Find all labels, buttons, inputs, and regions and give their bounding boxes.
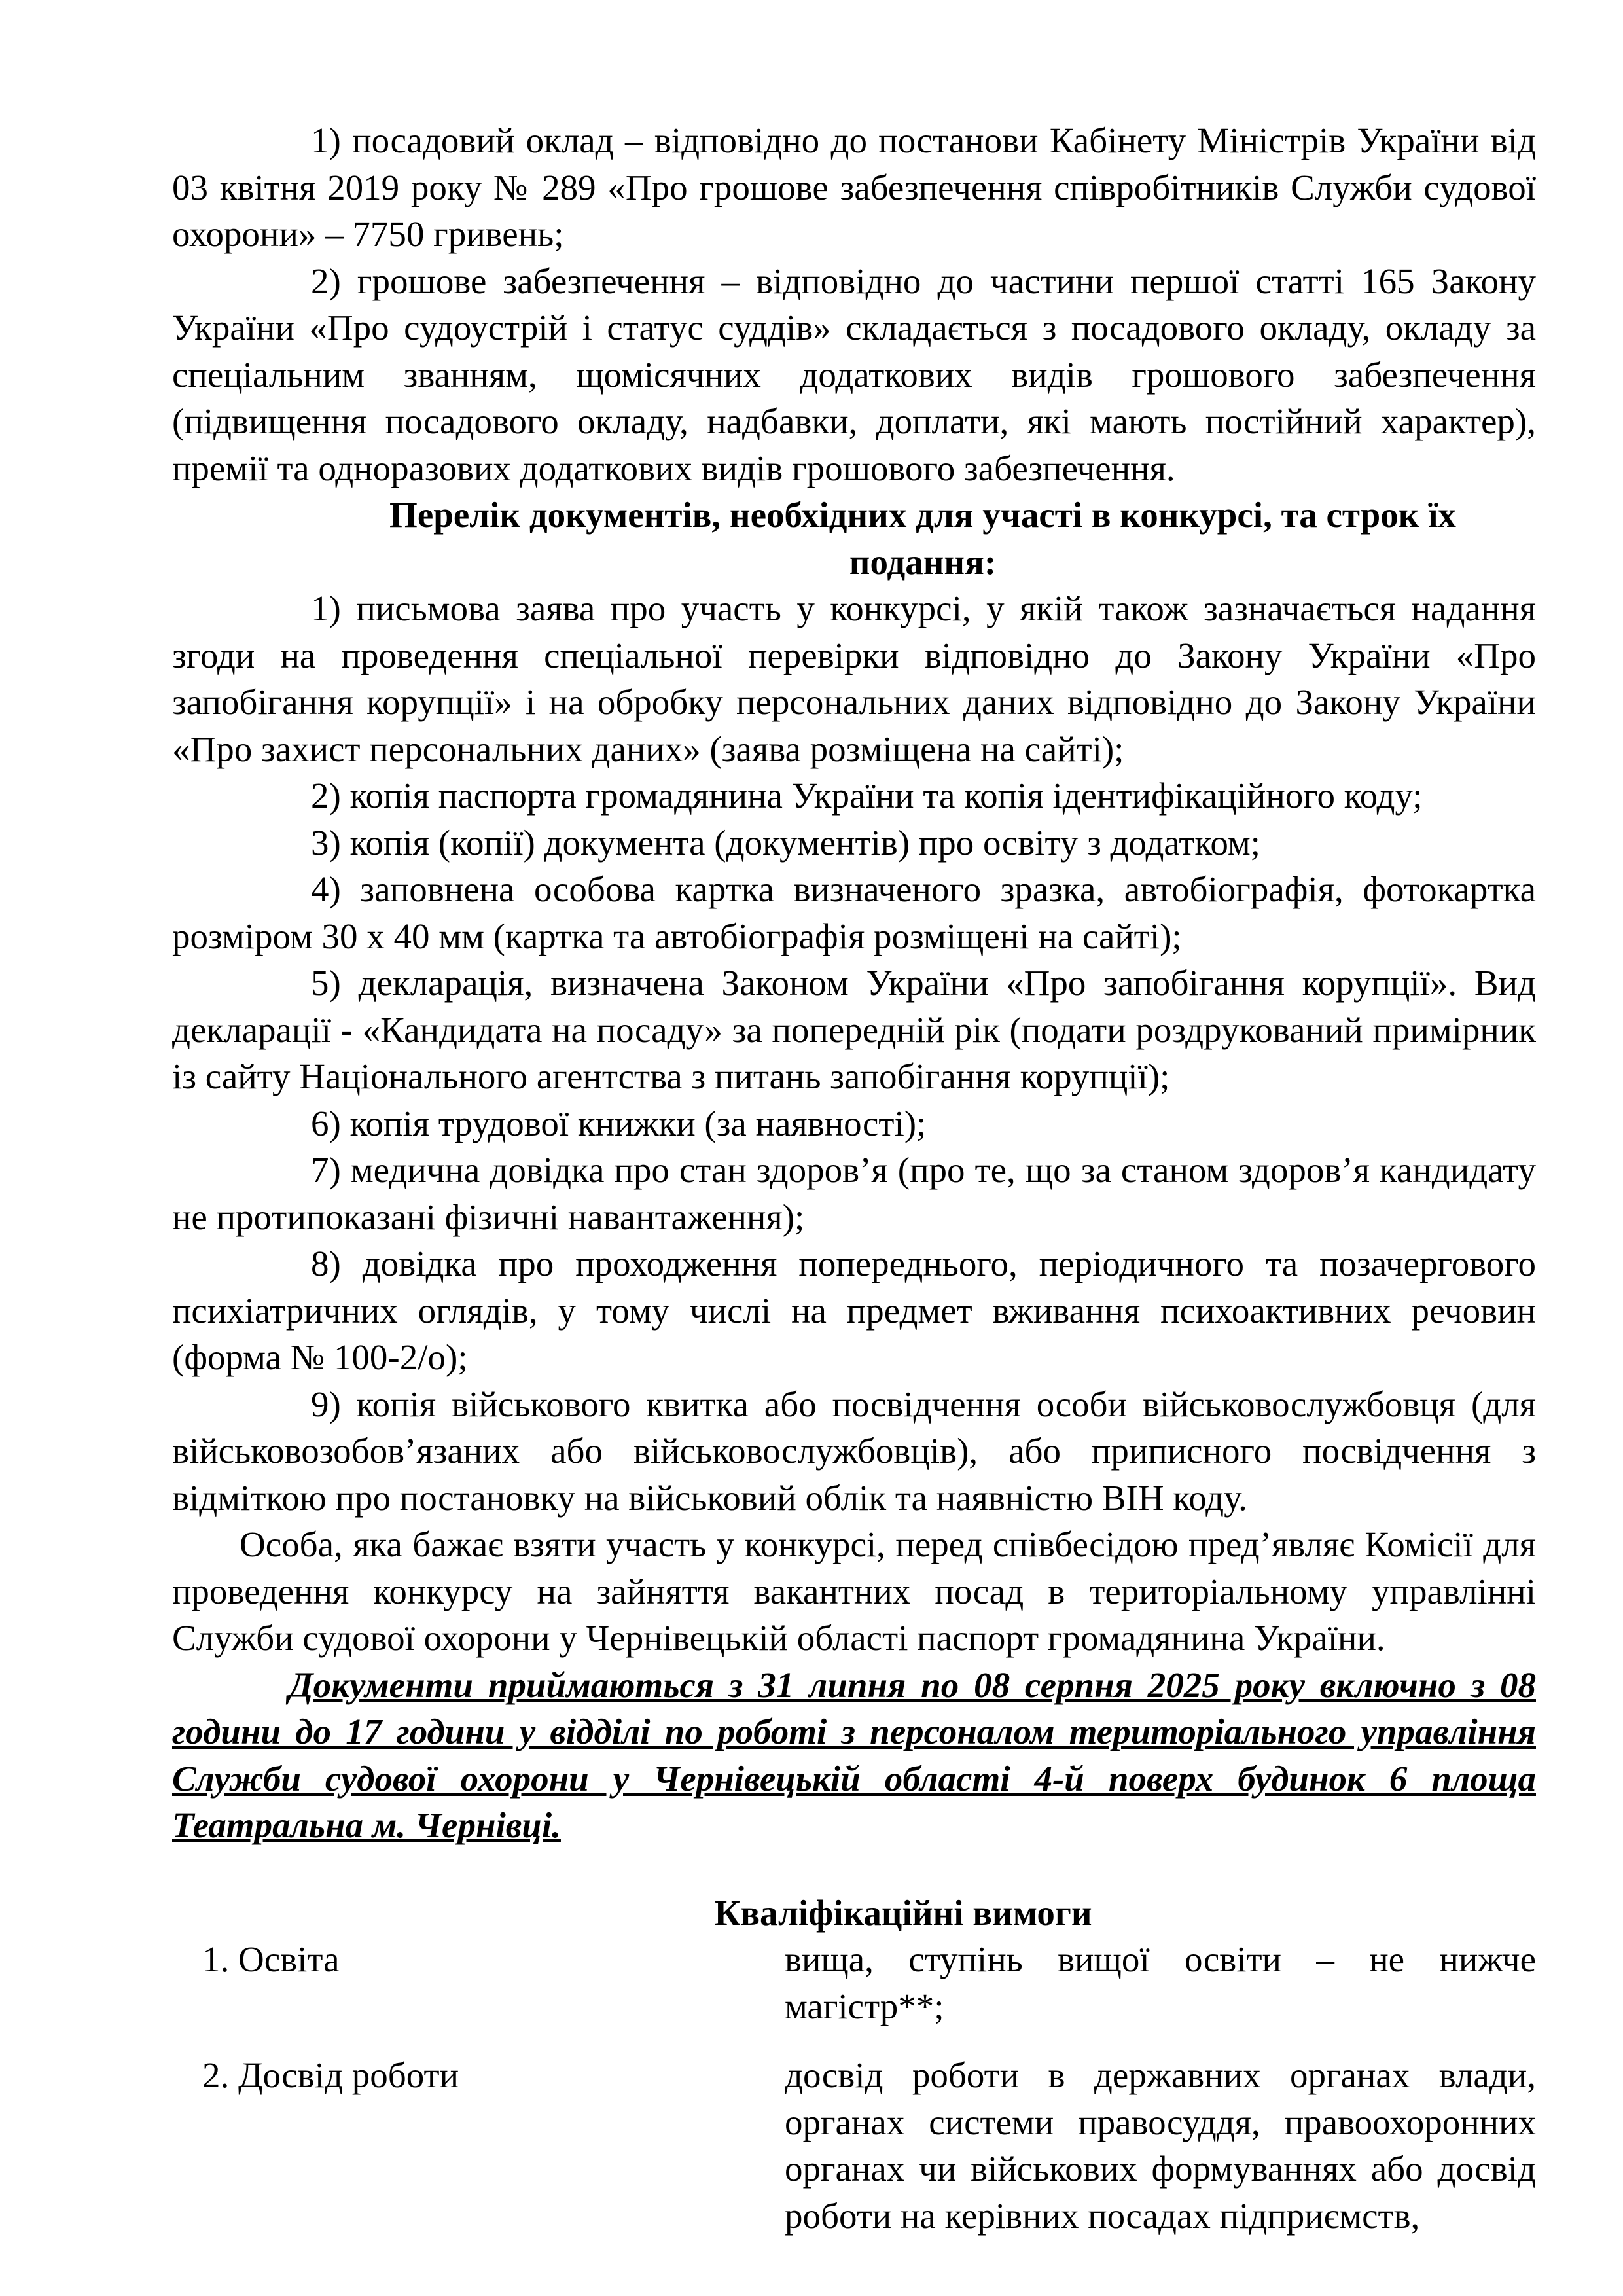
qualifications-table	[172, 1936, 1536, 2239]
document-item-6: 6) копія трудової книжки (за наявності);	[311, 1103, 927, 1143]
document-item-5: 5) декларація, визначена Законом України «Про запобігання корупції». Вид декларації - «Кандидата на посаду» за попередній рік (подати роздрукований примірник із сайту Національного агентства з питань запобігання корупції);	[172, 963, 1536, 1096]
document-item-7: 7) медична довідка про стан здоров’я (про те, що за станом здоров’я кандидату не протипоказані фізичні навантаження);	[172, 1150, 1536, 1237]
qualifications-title: Кваліфікаційні вимоги	[714, 1892, 1092, 1933]
document-item-1: 1) письмова заява про участь у конкурсі, у якій також зазначається надання згоди на проведення спеціальної перевірки відповідно до Закону України «Про запобігання корупції» і на обробку персональних даних відповідно до Закону України «Про захист персональних даних» (заява розміщена на сайті);	[172, 588, 1536, 769]
document-body	[172, 117, 1536, 2239]
salary-item-1: 1) посадовий оклад – відповідно до постанови Кабінету Міністрів України від 03 квітня 2019 року № 289 «Про грошове забезпечення співробітників Служби судової охорони» – 7750 гривень;	[172, 120, 1536, 254]
qualification-value-education: вища, ступінь вищої освіти – не нижче магістр**;	[785, 1939, 1536, 2026]
document-item-8: 8) довідка про проходження попереднього, періодичного та позачергового психіатричних оглядів, у тому числі на предмет вживання психоактивних речовин (форма № 100-2/о);	[172, 1244, 1536, 1377]
deadline-notice: Документи приймаються з 31 липня по 08 серпня 2025 року включно з 08 години до 17 години у відділі по роботі з персоналом територіального управління Служби судової охорони у Чернівецькій області 4-й поверх будинок 6 площа Театральна м. Чернівці.	[172, 1664, 1536, 1845]
document-item-2: 2) копія паспорта громадянина України та копія ідентифікаційного коду;	[311, 776, 1423, 816]
passport-note: Особа, яка бажає взяти участь у конкурсі, перед співбесідою пред’являє Комісії для проведення конкурсу на зайняття вакантних посад в територіальному управлінні Служби судової охорони у Чернівецькій області паспорт громадянина України.	[172, 1524, 1536, 1658]
document-item-9: 9) копія військового квитка або посвідчення особи військовослужбовця (для військовозобов’язаних або військовослужбовців), або приписного посвідчення з відміткою про постановку на військовий облік та наявністю ВІН коду.	[172, 1384, 1536, 1518]
qualification-row-gap	[172, 2030, 1536, 2052]
documents-heading: Перелік документів, необхідних для участі в конкурсі, та строк їх подання:	[389, 495, 1456, 582]
qualification-value-experience: досвід роботи в державних органах влади, органах системи правосуддя, правоохоронних органах чи військових формуваннях або досвід роботи на керівних посадах підприємств,	[785, 2055, 1536, 2236]
qualification-label-experience: 2. Досвід роботи	[202, 2055, 459, 2095]
document-item-4: 4) заповнена особова картка визначеного зразка, автобіографія, фотокартка розміром 30 х 40 мм (картка та автобіографія розміщені на сайті);	[172, 869, 1536, 956]
salary-item-2: 2) грошове забезпечення – відповідно до частини першої статті 165 Закону України «Про судоустрій і статус суддів» складається з посадового окладу, окладу за спеціальним званням, щомісячних додаткових видів грошового забезпечення (підвищення посадового окладу, надбавки, доплати, які мають постійний характер), премії та одноразових додаткових видів грошового забезпечення.	[172, 260, 1536, 488]
qualification-label-education: 1. Освіта	[202, 1939, 340, 1979]
document-item-3: 3) копія (копії) документа (документів) про освіту з додатком;	[311, 822, 1260, 863]
